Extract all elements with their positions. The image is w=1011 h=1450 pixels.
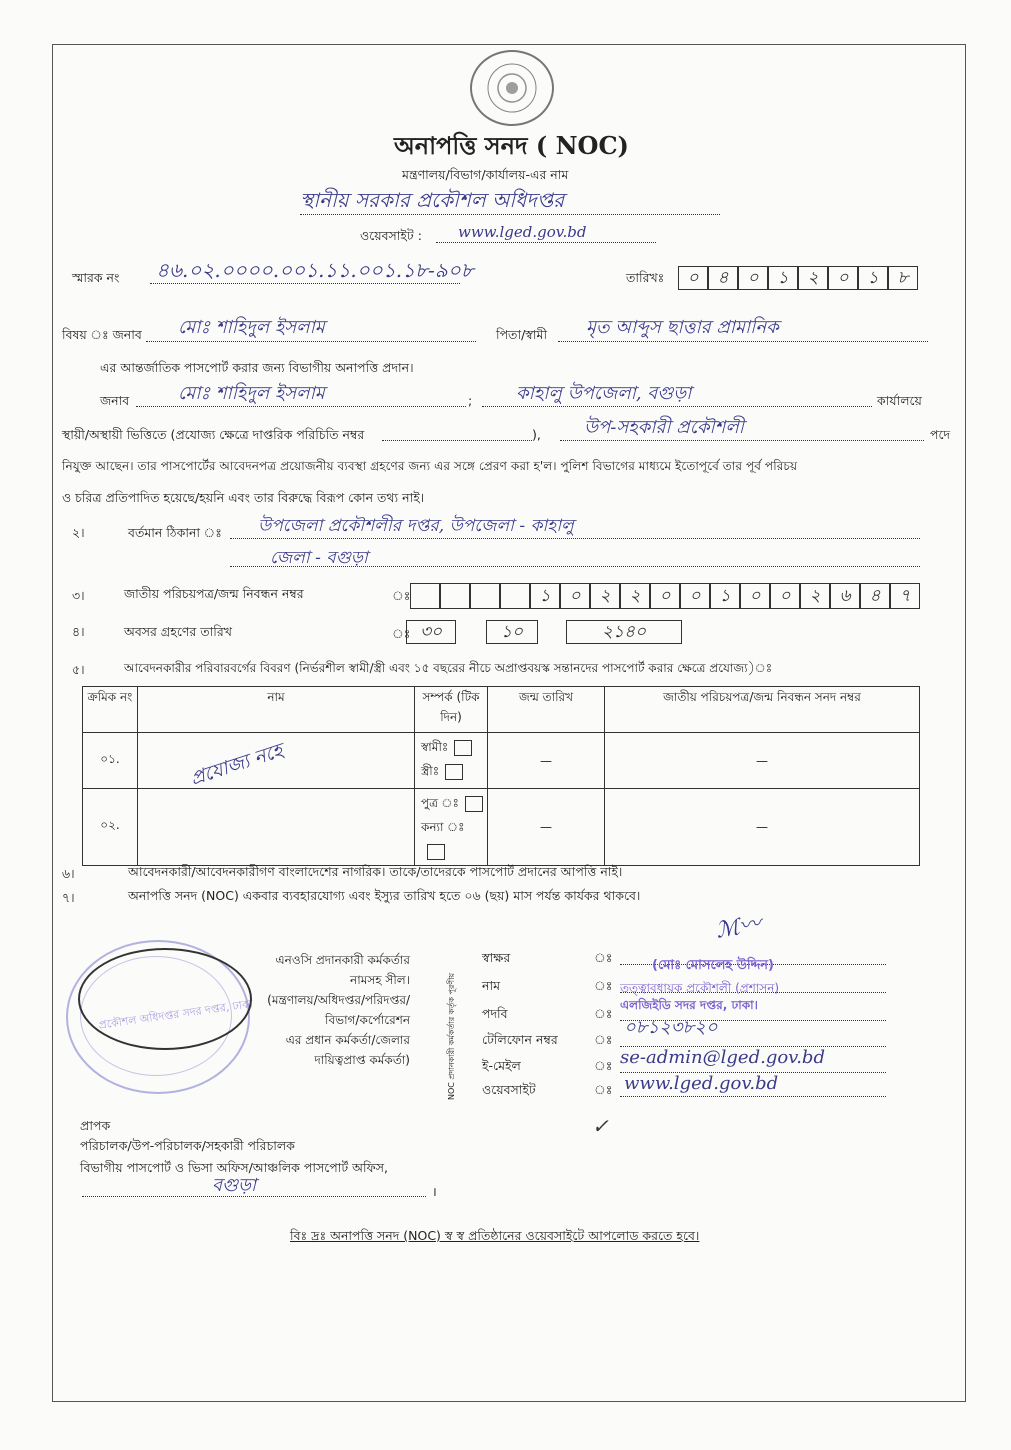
family-label: আবেদনকারীর পরিবারবর্গের বিবরণ (নির্ভরশীল স্বামী/স্ত্রী এবং ১৫ বছরের নীচে অপ্রাপ্তবয়স্ক সন্তানদের পাসপোর্ট করার ক্ষেত্রে প্রযোজ্য)ঃ <box>124 661 773 675</box>
recipient-label: প্রাপক <box>80 1118 111 1133</box>
officer-desc-line: দায়িত্বপ্রাপ্ত কর্মকর্তা) <box>314 1053 410 1067</box>
note6-number: ৬। <box>62 866 75 881</box>
body-semicolon: ; <box>468 393 473 408</box>
nid-digit-box: ৪ <box>860 583 890 609</box>
footer-note: বিঃ দ্রঃ অনাপত্তি সনদ (NOC) স্ব স্ব প্রতিষ্ঠানের ওয়েবসাইটে আপলোড করতে হবে। <box>290 1228 700 1243</box>
father-underline <box>558 341 928 342</box>
body-line2-a: স্থায়ী/অস্থায়ী ভিত্তিতে (প্রযোজ্য ক্ষেত্রে দাপ্তরিক পরিচিতি নম্বর <box>62 427 365 442</box>
officer-field-colon: ঃ <box>594 950 613 965</box>
nid-digit-box: ২ <box>800 583 830 609</box>
relation-label: কন্যা ঃ <box>421 820 465 834</box>
recipient-end: । <box>432 1184 437 1199</box>
father-value: মৃত আব্দুস ছাত্তার প্রামানিক <box>586 317 779 338</box>
government-seal <box>470 50 554 126</box>
initial-mark: ✓ <box>592 1114 609 1138</box>
ministry-underline <box>300 214 720 215</box>
relation-checkbox[interactable] <box>427 844 445 860</box>
recipient-underline <box>82 1196 426 1197</box>
memo-label: স্মারক নং <box>72 270 120 285</box>
body-line2-suffix: পদে <box>930 427 951 442</box>
officer-field-colon: ঃ <box>594 1006 613 1021</box>
table-header: সম্পর্ক (টিক দিন) <box>415 687 488 733</box>
stamp-officer-office: এলজিইডি সদর দপ্তর, ঢাকা। <box>620 998 758 1012</box>
subject-line2: এর আন্তর্জাতিক পাসপোর্ট করার জন্য বিভাগীয় অনাপত্তি প্রদান। <box>100 360 414 375</box>
table-row <box>83 789 920 866</box>
date-digit-box: ০ <box>738 266 768 290</box>
nid-digit-box: ২ <box>590 583 620 609</box>
retire-colon: ঃ <box>392 626 411 641</box>
vertical-label: NOC প্রদানকারী কর্মকর্তার কর্তৃক পূরণীয় <box>447 972 456 1100</box>
officer-field-colon: ঃ <box>594 978 613 993</box>
code-underline <box>382 440 532 441</box>
nid-label: জাতীয় পরিচয়পত্র/জন্ম নিবন্ধন নম্বর <box>124 586 304 601</box>
item2-number: ২। <box>72 525 85 540</box>
officer-description <box>248 950 410 1070</box>
item5-number: ৫। <box>72 662 85 677</box>
officer-field-label: স্বাক্ষর <box>482 950 511 965</box>
website-underline <box>436 242 656 243</box>
relation-label: স্বামীঃ <box>421 740 449 754</box>
nid-digit-box <box>470 583 500 609</box>
row-dob: — <box>488 733 605 789</box>
office-underline <box>482 406 872 407</box>
nid-digit-box: ০ <box>680 583 710 609</box>
body-line3: নিযুক্ত আছেন। তার পাসপোর্টের আবেদনপত্র প্রয়োজনীয় ব্যবস্থা গ্রহণের জন্য এর সঙ্গে প্রেরণ করা হ'ল। পুলিশ বিভাগের মাধ্যমে ইতোপূর্বে তার পূর্ব পরিচয় <box>62 459 798 473</box>
nid-digit-box: ০ <box>740 583 770 609</box>
officer-desc-line: নামসহ সীল। <box>350 973 410 987</box>
address-line1: উপজেলা প্রকৌশলীর দপ্তর, উপজেলা - কাহালু <box>258 516 574 536</box>
body-designation: উপ-সহকারী প্রকৌশলী <box>584 417 744 438</box>
ministry-label: মন্ত্রণালয়/বিভাগ/কার্যালয়-এর নাম <box>402 167 569 182</box>
nid-digit-box <box>500 583 530 609</box>
document-title: অনাপত্তি সনদ ( NOC) <box>394 131 629 160</box>
row-nid: — <box>605 789 920 866</box>
row-serial: ০২. <box>83 789 138 866</box>
body-office: কাহালু উপজেলা, বগুড়া <box>516 383 692 404</box>
table-header: ক্রমিক নং <box>83 687 138 733</box>
retire-label: অবসর গ্রহণের তারিখ <box>124 624 232 639</box>
nid-digit-box: ২ <box>620 583 650 609</box>
officer-field-colon: ঃ <box>594 1032 613 1047</box>
note7-text: অনাপত্তি সনদ (NOC) একবার ব্যবহারযোগ্য এবং ইস্যুর তারিখ হতে ০৬ (ছয়) মাস পর্যন্ত কার্যকর থাকবে। <box>128 888 641 903</box>
officer-email: se-admin@lged.gov.bd <box>620 1047 825 1068</box>
nid-digit-box: ১ <box>710 583 740 609</box>
row-dob: — <box>488 789 605 866</box>
item4-number: ৪। <box>72 624 85 639</box>
officer-field-label: পদবি <box>482 1006 508 1021</box>
address-underline-1 <box>230 538 920 539</box>
officer-phone: ০৮১২৩৮২০ <box>624 1017 718 1038</box>
officer-field-label: ই-মেইল <box>482 1058 521 1073</box>
seal-text: প্রকৌশল অধিদপ্তর সদর দপ্তর, ঢাকা <box>97 997 254 1032</box>
officer-field-colon: ঃ <box>594 1058 613 1073</box>
recipient-line2: বিভাগীয় পাসপোর্ট ও ভিসা অফিস/আঞ্চলিক পাসপোর্ট অফিস, <box>80 1160 388 1175</box>
relation-checkbox[interactable] <box>465 796 483 812</box>
ministry-value: স্থানীয় সরকার প্রকৌশল অধিদপ্তর <box>300 188 565 212</box>
recipient-city: বগুড়া <box>212 1175 257 1196</box>
table-header: জাতীয় পরিচয়পত্র/জন্ম নিবন্ধন সনদ নম্বর <box>605 687 920 733</box>
emblem-icon <box>472 52 552 124</box>
row-nid: — <box>605 733 920 789</box>
office-suffix: কার্যালয়ে <box>877 393 922 408</box>
designation-underline <box>560 440 924 441</box>
memo-value: ৪৬.০২.০০০০.০০১.১১.০০১.১৮-৯০৮ <box>156 258 474 282</box>
row-name <box>138 789 415 866</box>
officer-desc-line: এর প্রধান কর্মকর্তা/জেলার <box>285 1033 410 1047</box>
date-digit-box: ০ <box>828 266 858 290</box>
officer-field-underline <box>620 1096 886 1097</box>
officer-field-colon: ঃ <box>594 1082 613 1097</box>
table-header: জন্ম তারিখ <box>488 687 605 733</box>
stamp-officer-name: (মোঃ মোসলেহ উদ্দিন) <box>652 958 774 973</box>
nid-digit-box: ৬ <box>830 583 860 609</box>
body-name-underline <box>136 406 466 407</box>
row-serial: ০১. <box>83 733 138 789</box>
nid-digit-box: ১ <box>530 583 560 609</box>
memo-underline <box>150 283 460 284</box>
item3-number: ৩। <box>72 588 85 603</box>
nid-digit-box: ০ <box>650 583 680 609</box>
subject-label: বিষয় ঃ জনাব <box>62 327 142 342</box>
officer-field-label: নাম <box>482 978 501 993</box>
note7-number: ৭। <box>62 890 75 905</box>
officer-signature: ℳ〰 <box>714 911 764 944</box>
nid-digit-box <box>410 583 440 609</box>
body-line4: ও চরিত্র প্রতিপাদিত হয়েছে/হয়নি এবং তার বিরুদ্ধে বিরূপ কোন তথ্য নাই। <box>62 490 425 505</box>
relation-checkbox[interactable] <box>445 764 463 780</box>
nid-digit-box <box>440 583 470 609</box>
note6-text: আবেদনকারী/আবেদনকারীগণ বাংলাদেশের নাগরিক। তাকে/তাদেরকে পাসপোর্ট প্রদানের আপত্তি নাই। <box>128 864 623 879</box>
officer-desc-line: (মন্ত্রণালয়/অধিদপ্তর/পরিদপ্তর/ <box>267 993 410 1007</box>
officer-field-label: টেলিফোন নম্বর <box>482 1032 558 1047</box>
date-digit-box: ১ <box>768 266 798 290</box>
relation-checkbox[interactable] <box>454 740 472 756</box>
relation-label: স্ত্রীঃ <box>421 764 440 778</box>
address-label: বর্তমান ঠিকানা ঃ <box>128 525 222 540</box>
date-digit-box: ১ <box>858 266 888 290</box>
nid-digit-box: ০ <box>560 583 590 609</box>
nid-digit-box: ০ <box>770 583 800 609</box>
retire-year: ২১৪০ <box>566 620 682 644</box>
address-underline-2 <box>230 566 920 567</box>
date-digit-box: ২ <box>798 266 828 290</box>
stamp-officer-title: তত্ত্বাবধায়ক প্রকৌশলী (প্রশাসন) <box>620 981 780 995</box>
officer-field-label: ওয়েবসাইট <box>482 1082 536 1097</box>
retire-day: ৩০ <box>406 620 456 644</box>
address-line2: জেলা - বগুড়া <box>270 548 368 568</box>
table-header: নাম <box>138 687 415 733</box>
not-applicable-note: প্রযোজ্য নহে <box>187 739 286 790</box>
seal-oval-mark <box>78 948 252 1050</box>
officer-website: www.lged.gov.bd <box>624 1073 779 1094</box>
officer-desc-line: এনওসি প্রদানকারী কর্মকর্তার <box>275 953 410 967</box>
father-label: পিতা/স্বামী <box>496 327 548 342</box>
relation-label: পুত্র ঃ <box>421 796 459 810</box>
date-digit-box: ৪ <box>708 266 738 290</box>
subject-name: মোঃ শাহিদুল ইসলাম <box>178 317 325 338</box>
nid-colon: ঃ <box>392 588 411 603</box>
officer-desc-line: বিভাগ/কর্পোরেশন <box>325 1013 410 1027</box>
recipient-line1: পরিচালক/উপ-পরিচালক/সহকারী পরিচালক <box>80 1138 295 1153</box>
date-label: তারিখঃ <box>626 270 665 285</box>
body-line2-b: ), <box>532 427 541 442</box>
date-digit-box: ০ <box>678 266 708 290</box>
nid-digit-box: ৭ <box>890 583 920 609</box>
retire-month: ১০ <box>486 620 538 644</box>
body-name: মোঃ শাহিদুল ইসলাম <box>178 383 325 404</box>
janab-label: জনাব <box>100 393 130 408</box>
website-value: www.lged.gov.bd <box>458 223 587 241</box>
date-digit-box: ৮ <box>888 266 918 290</box>
subject-name-underline <box>146 341 476 342</box>
website-label: ওয়েবসাইট : <box>360 228 422 243</box>
